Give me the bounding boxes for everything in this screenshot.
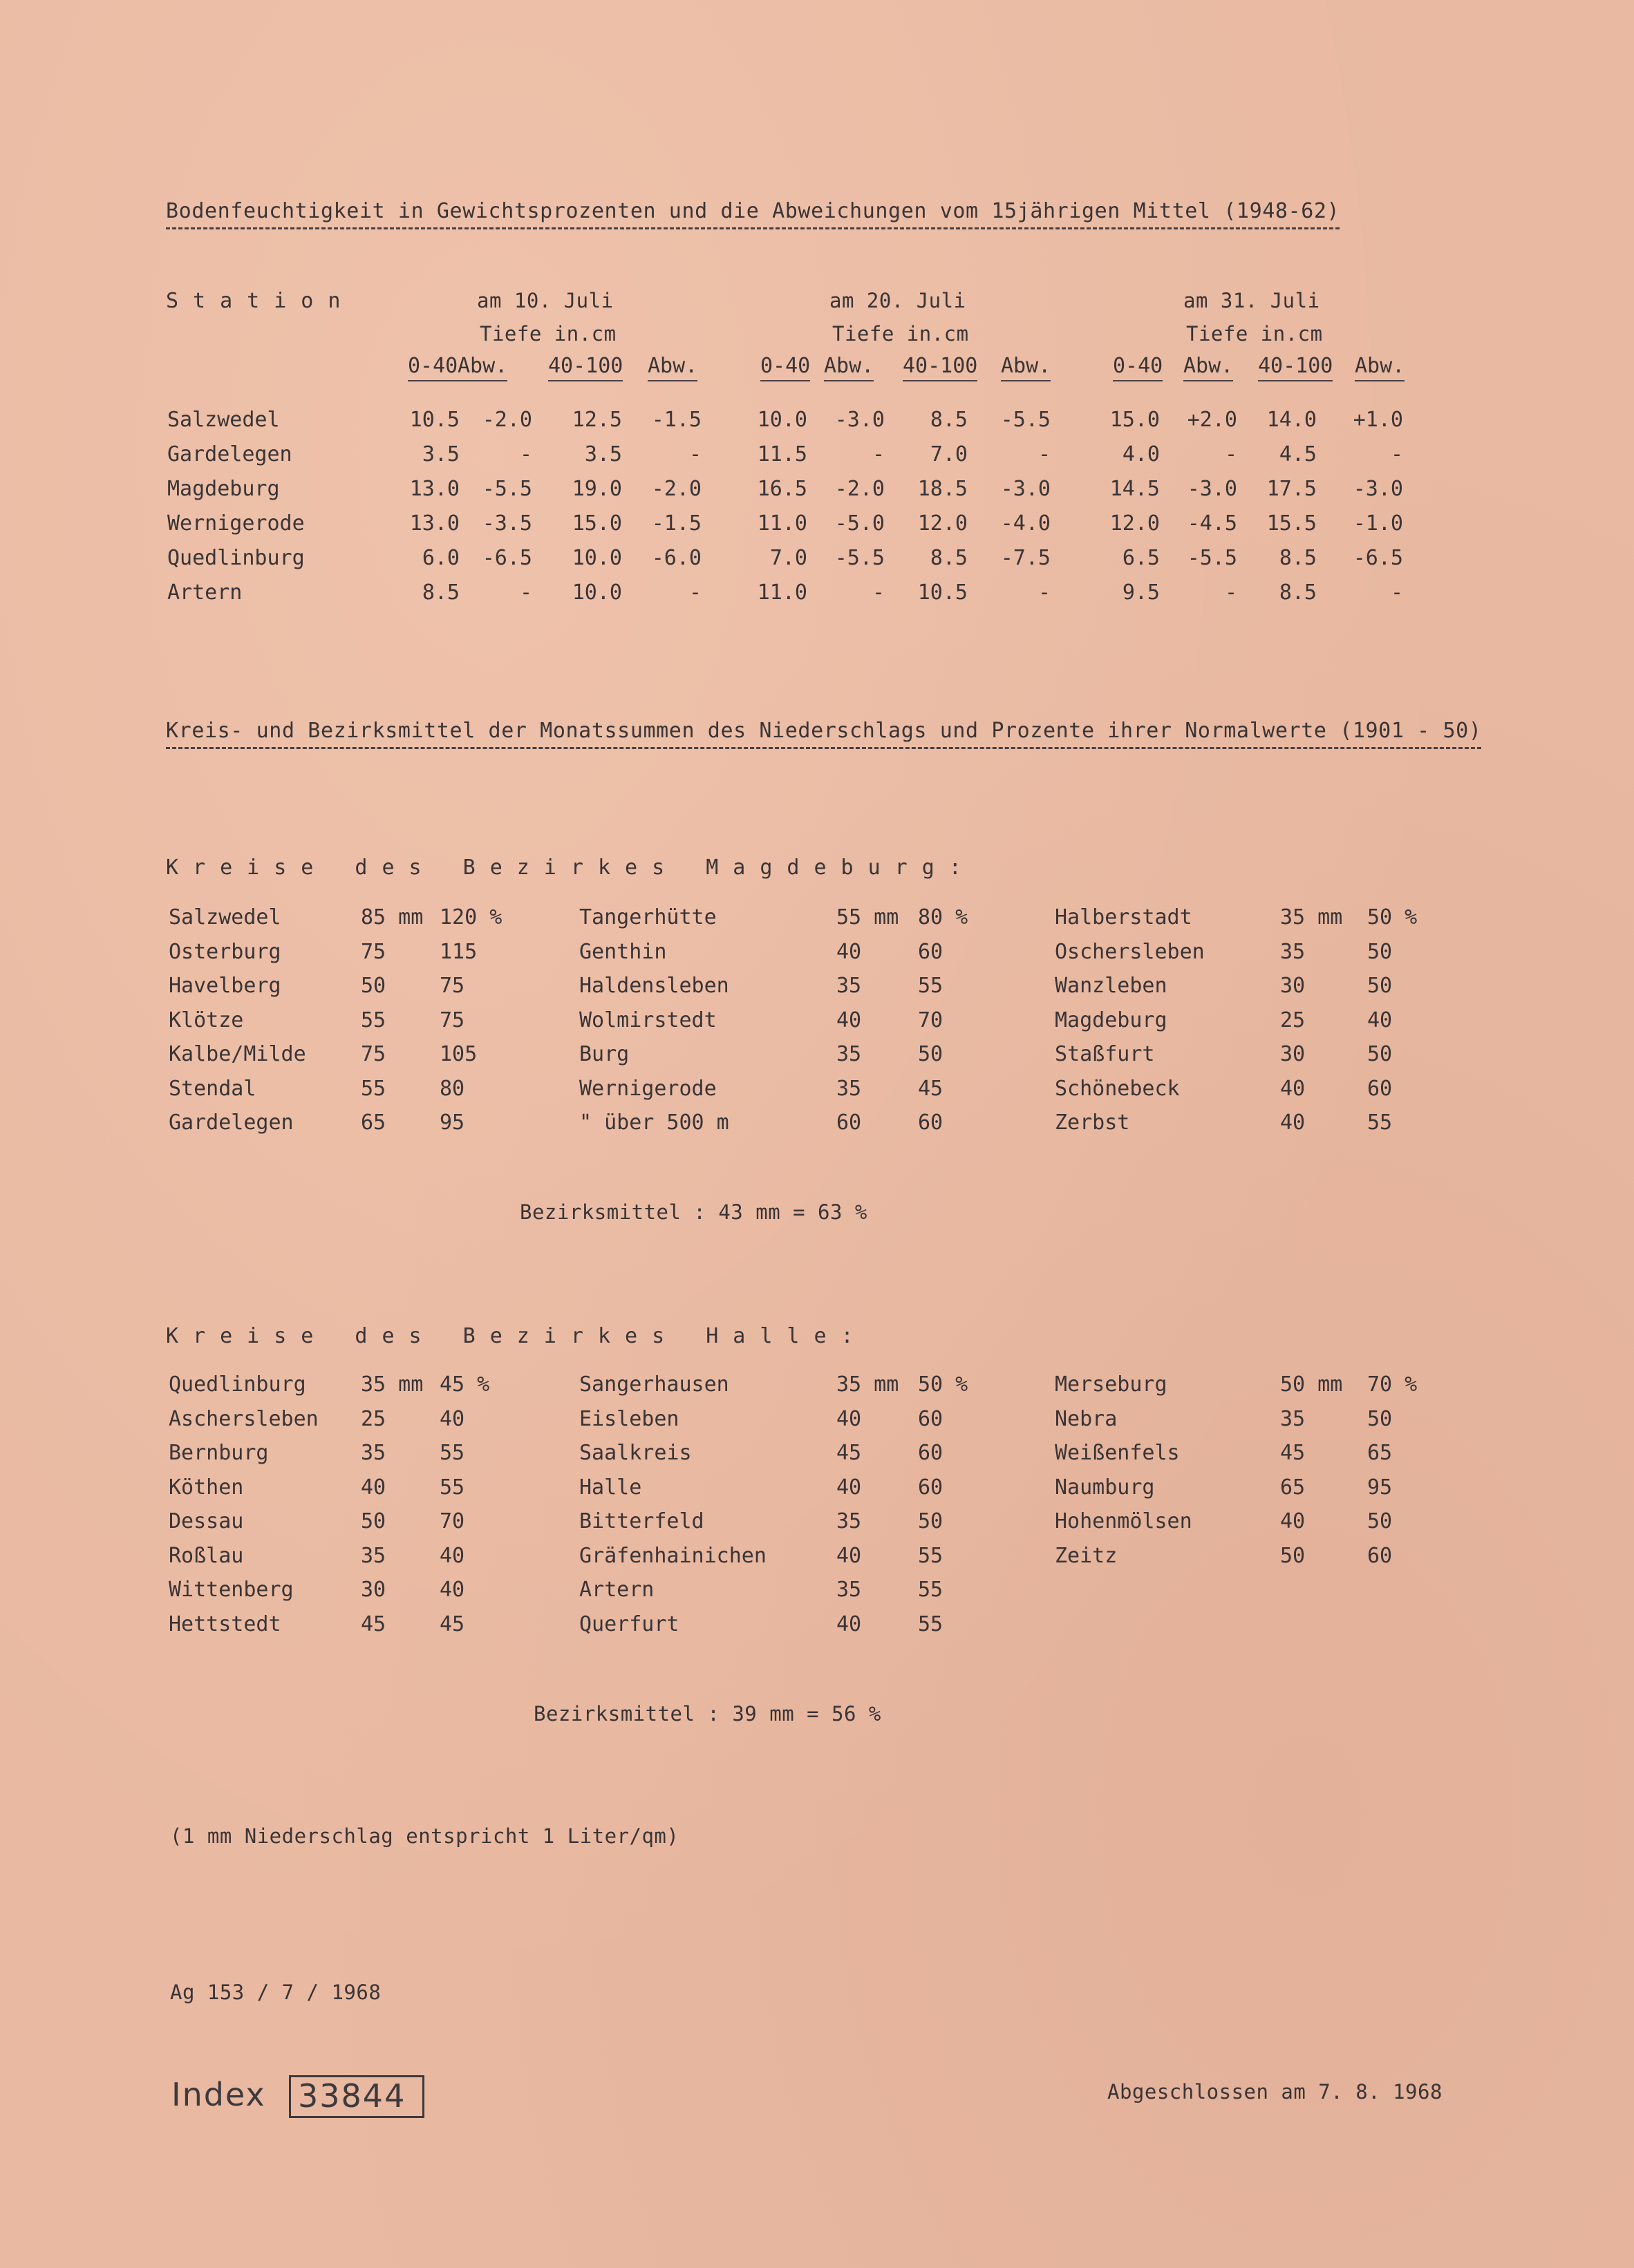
kreis-percent: 120 % bbox=[440, 905, 503, 929]
kreis-percent: 50 bbox=[1367, 1406, 1393, 1431]
soil-value: 10.5 bbox=[917, 580, 968, 605]
soil-value: - bbox=[1224, 580, 1237, 605]
soil-value: 17.5 bbox=[1266, 477, 1317, 501]
soil-value: -5.5 bbox=[1000, 408, 1051, 432]
kreis-mm: 35 mm bbox=[361, 1372, 424, 1397]
kreis-name: Köthen bbox=[169, 1475, 244, 1500]
kreis-mm: 40 bbox=[836, 1406, 862, 1431]
kreis-percent: 55 bbox=[440, 1475, 465, 1500]
kreis-name: Wernigerode bbox=[579, 1076, 717, 1101]
soil-value: 6.5 bbox=[1122, 546, 1160, 570]
soil-subheader: Abw. bbox=[1355, 354, 1405, 381]
kreis-percent: 65 bbox=[1367, 1441, 1393, 1465]
kreis-name: Klötze bbox=[169, 1008, 244, 1032]
kreis-percent: 80 % bbox=[918, 905, 968, 929]
kreis-name: Halberstadt bbox=[1055, 905, 1192, 929]
soil-value: 3.5 bbox=[422, 442, 460, 466]
kreis-name: Wolmirstedt bbox=[579, 1008, 717, 1032]
soil-subheader: Abw. bbox=[458, 354, 507, 381]
kreis-name: Osterburg bbox=[169, 939, 281, 964]
kreis-percent: 50 % bbox=[1367, 905, 1418, 929]
kreis-mm: 85 mm bbox=[361, 905, 424, 929]
kreis-name: Zerbst bbox=[1055, 1111, 1130, 1135]
soil-subheader: Abw. bbox=[648, 354, 697, 381]
kreis-percent: 40 bbox=[440, 1543, 465, 1568]
kreis-name: Querfurt bbox=[579, 1612, 679, 1636]
kreis-mm: 55 bbox=[361, 1076, 386, 1101]
kreis-mm: 35 mm bbox=[836, 1372, 899, 1397]
soil-value: -7.5 bbox=[1000, 546, 1051, 570]
soil-value: -1.5 bbox=[651, 511, 702, 536]
soil-value: - bbox=[1390, 442, 1403, 466]
soil-subheader: 40-100 bbox=[903, 354, 977, 381]
soil-value: - bbox=[872, 442, 885, 466]
soil-value: 19.0 bbox=[572, 477, 622, 501]
kreis-percent: 50 bbox=[1367, 939, 1393, 964]
kreis-name: Sangerhausen bbox=[579, 1372, 729, 1397]
reference-number: Ag 153 / 7 / 1968 bbox=[170, 1981, 382, 2004]
kreis-name: Wittenberg bbox=[169, 1578, 294, 1602]
kreis-percent: 45 bbox=[440, 1612, 465, 1636]
soil-value: 12.5 bbox=[572, 408, 622, 432]
kreis-name: Saalkreis bbox=[579, 1441, 692, 1465]
kreis-name: " über 500 m bbox=[579, 1111, 729, 1135]
soil-value: 4.0 bbox=[1122, 442, 1160, 466]
kreis-mm: 45 bbox=[836, 1441, 862, 1465]
kreis-name: Artern bbox=[579, 1578, 655, 1602]
kreis-percent: 50 bbox=[1367, 974, 1393, 998]
kreis-percent: 60 bbox=[918, 1475, 943, 1500]
kreis-name: Wanzleben bbox=[1055, 974, 1167, 998]
soil-subheaders bbox=[0, 354, 1634, 381]
soil-value: -4.5 bbox=[1187, 511, 1237, 536]
soil-table-body bbox=[0, 408, 1634, 615]
soil-value: 18.5 bbox=[917, 477, 968, 501]
soil-value: 7.0 bbox=[769, 546, 807, 570]
soil-value: -3.0 bbox=[1353, 477, 1403, 501]
kreis-mm: 30 bbox=[361, 1578, 386, 1602]
kreis-name: Havelberg bbox=[169, 974, 281, 998]
date-header-31-juli: am 31. Juli bbox=[1183, 289, 1320, 312]
kreis-name: Genthin bbox=[579, 939, 667, 964]
soil-subheader: Abw. bbox=[1183, 354, 1233, 381]
kreis-percent: 115 bbox=[440, 939, 478, 964]
kreis-name: Tangerhütte bbox=[579, 905, 717, 929]
kreis-percent: 50 bbox=[918, 1509, 943, 1533]
soil-value: 14.5 bbox=[1109, 477, 1160, 501]
kreis-name: Hohenmölsen bbox=[1055, 1509, 1192, 1533]
kreis-percent: 50 bbox=[1367, 1509, 1393, 1533]
magdeburg-heading: Kreise des Bezirkes Magdeburg: bbox=[166, 856, 976, 880]
kreis-percent: 40 bbox=[1367, 1008, 1393, 1032]
magdeburg-table bbox=[0, 905, 1634, 1154]
kreis-name: Halle bbox=[579, 1475, 642, 1500]
soil-value: -2.0 bbox=[482, 408, 532, 432]
kreis-mm: 35 bbox=[1280, 1406, 1306, 1431]
kreis-name: Merseburg bbox=[1055, 1372, 1167, 1397]
kreis-mm: 30 bbox=[1280, 974, 1306, 998]
kreis-percent: 70 bbox=[440, 1509, 465, 1533]
soil-value: 12.0 bbox=[917, 511, 968, 536]
kreis-mm: 30 bbox=[1280, 1042, 1306, 1066]
kreis-mm: 50 bbox=[361, 974, 386, 998]
soil-value: - bbox=[688, 442, 702, 466]
kreis-mm: 40 bbox=[836, 1543, 862, 1568]
date-header-10-juli: am 10. Juli bbox=[477, 289, 614, 312]
kreis-mm: 65 bbox=[361, 1111, 386, 1135]
kreis-name: Dessau bbox=[169, 1509, 244, 1533]
soil-value: 8.5 bbox=[1279, 546, 1317, 570]
station-name: Salzwedel bbox=[167, 408, 280, 432]
soil-value: 8.5 bbox=[930, 408, 968, 432]
soil-value: -6.0 bbox=[651, 546, 702, 570]
kreis-name: Haldensleben bbox=[579, 974, 729, 998]
soil-value: -2.0 bbox=[834, 477, 885, 501]
kreis-mm: 40 bbox=[361, 1475, 386, 1500]
soil-subheader: 0-40 bbox=[1113, 354, 1163, 381]
kreis-mm: 35 mm bbox=[1280, 905, 1343, 929]
soil-value: 15.0 bbox=[1109, 408, 1160, 432]
kreis-mm: 40 bbox=[1280, 1509, 1306, 1533]
soil-value: - bbox=[872, 580, 885, 605]
kreis-percent: 55 bbox=[918, 974, 943, 998]
station-name: Magdeburg bbox=[167, 477, 280, 501]
kreis-percent: 105 bbox=[440, 1042, 478, 1066]
kreis-mm: 35 bbox=[836, 1578, 862, 1602]
closed-date: Abgeschlossen am 7. 8. 1968 bbox=[1107, 2080, 1443, 2104]
soil-value: 10.0 bbox=[572, 546, 622, 570]
kreis-mm: 50 mm bbox=[1280, 1372, 1343, 1397]
soil-value: -2.0 bbox=[651, 477, 702, 501]
halle-bezirksmittel: Bezirksmittel : 39 mm = 56 % bbox=[534, 1702, 881, 1726]
soil-value: +2.0 bbox=[1187, 408, 1237, 432]
kreis-percent: 40 bbox=[440, 1578, 465, 1602]
kreis-percent: 55 bbox=[918, 1612, 943, 1636]
kreis-mm: 25 bbox=[1280, 1008, 1306, 1032]
soil-value: - bbox=[519, 442, 532, 466]
soil-subheader: 0-40 bbox=[760, 354, 810, 381]
soil-value: 10.0 bbox=[572, 580, 622, 605]
soil-value: 16.5 bbox=[757, 477, 807, 501]
kreis-percent: 50 % bbox=[918, 1372, 968, 1397]
kreis-mm: 35 bbox=[1280, 939, 1306, 964]
index-number: 33844 bbox=[298, 2077, 406, 2115]
soil-value: 6.0 bbox=[422, 546, 460, 570]
soil-value: -1.0 bbox=[1353, 511, 1403, 536]
soil-value: 12.0 bbox=[1109, 511, 1160, 536]
kreis-mm: 40 bbox=[836, 1008, 862, 1032]
kreis-percent: 60 bbox=[918, 1441, 943, 1465]
soil-value: 10.5 bbox=[409, 408, 460, 432]
precipitation-title: Kreis- und Bezirksmittel der Monatssummen des Niederschlags und Prozente ihrer Normalwerte (1901 - 50) bbox=[166, 719, 1481, 749]
kreis-percent: 40 bbox=[440, 1406, 465, 1431]
kreis-percent: 60 bbox=[918, 1406, 943, 1431]
kreis-mm: 35 bbox=[361, 1441, 386, 1465]
kreis-mm: 75 bbox=[361, 1042, 386, 1066]
kreis-name: Burg bbox=[579, 1042, 630, 1066]
kreis-name: Gräfenhainichen bbox=[579, 1543, 767, 1568]
kreis-percent: 70 bbox=[918, 1008, 943, 1032]
soil-value: 3.5 bbox=[584, 442, 622, 466]
soil-value: 9.5 bbox=[1122, 580, 1160, 605]
kreis-mm: 55 mm bbox=[836, 905, 899, 929]
kreis-name: Gardelegen bbox=[169, 1111, 294, 1135]
kreis-percent: 75 bbox=[440, 974, 465, 998]
kreis-percent: 55 bbox=[918, 1578, 943, 1602]
station-name: Quedlinburg bbox=[167, 546, 305, 570]
kreis-name: Bernburg bbox=[169, 1441, 269, 1465]
station-header: Station bbox=[166, 289, 355, 313]
soil-value: -5.5 bbox=[834, 546, 885, 570]
soil-value: - bbox=[1390, 580, 1403, 605]
soil-value: - bbox=[1224, 442, 1237, 466]
kreis-percent: 55 bbox=[918, 1543, 943, 1568]
kreis-name: Weißenfels bbox=[1055, 1441, 1180, 1465]
soil-subheader: 40-100 bbox=[548, 354, 623, 381]
kreis-name: Magdeburg bbox=[1055, 1008, 1167, 1032]
soil-value: 11.5 bbox=[757, 442, 807, 466]
kreis-name: Roßlau bbox=[169, 1543, 244, 1568]
kreis-percent: 60 bbox=[918, 1111, 943, 1135]
kreis-name: Naumburg bbox=[1055, 1475, 1155, 1500]
soil-value: 7.0 bbox=[930, 442, 968, 466]
soil-value: - bbox=[1037, 442, 1051, 466]
station-name: Wernigerode bbox=[167, 511, 305, 536]
kreis-mm: 35 bbox=[836, 1076, 862, 1101]
tiefe-header-2: Tiefe in.cm bbox=[832, 322, 969, 346]
soil-value: -6.5 bbox=[1353, 546, 1403, 570]
kreis-percent: 45 % bbox=[440, 1372, 490, 1397]
kreis-mm: 40 bbox=[836, 939, 862, 964]
soil-value: 13.0 bbox=[409, 511, 460, 536]
kreis-name: Salzwedel bbox=[169, 905, 281, 929]
soil-value: +1.0 bbox=[1353, 408, 1403, 432]
kreis-name: Aschersleben bbox=[169, 1406, 319, 1431]
soil-value: 15.0 bbox=[572, 511, 622, 536]
kreis-name: Stendal bbox=[169, 1076, 256, 1101]
kreis-percent: 75 bbox=[440, 1008, 465, 1032]
soil-value: 14.0 bbox=[1266, 408, 1317, 432]
soil-value: 15.5 bbox=[1266, 511, 1317, 536]
kreis-mm: 45 bbox=[1280, 1441, 1306, 1465]
kreis-mm: 40 bbox=[1280, 1076, 1306, 1101]
soil-moisture-title: Bodenfeuchtigkeit in Gewichtsprozenten und die Abweichungen vom 15jährigen Mittel (1948-62) bbox=[166, 199, 1340, 229]
kreis-mm: 35 bbox=[836, 974, 862, 998]
kreis-percent: 50 bbox=[918, 1042, 943, 1066]
halle-table bbox=[0, 1372, 1634, 1656]
soil-value: 13.0 bbox=[409, 477, 460, 501]
station-name: Gardelegen bbox=[167, 442, 292, 466]
soil-value: 10.0 bbox=[757, 408, 807, 432]
halle-heading: Kreise des Bezirkes Halle: bbox=[166, 1324, 868, 1348]
kreis-name: Oschersleben bbox=[1055, 939, 1205, 964]
soil-value: -5.5 bbox=[482, 477, 532, 501]
kreis-name: Quedlinburg bbox=[169, 1372, 306, 1397]
kreis-percent: 45 bbox=[918, 1076, 943, 1101]
kreis-percent: 60 bbox=[1367, 1076, 1393, 1101]
kreis-mm: 50 bbox=[361, 1509, 386, 1533]
soil-value: -3.5 bbox=[482, 511, 532, 536]
kreis-mm: 60 bbox=[836, 1111, 862, 1135]
index-stamp-box bbox=[289, 2075, 424, 2118]
footnote: (1 mm Niederschlag entspricht 1 Liter/qm) bbox=[170, 1824, 679, 1848]
soil-value: - bbox=[688, 580, 702, 605]
soil-value: 8.5 bbox=[930, 546, 968, 570]
kreis-mm: 40 bbox=[836, 1475, 862, 1500]
station-name: Artern bbox=[167, 580, 243, 605]
kreis-percent: 55 bbox=[440, 1441, 465, 1465]
soil-value: 8.5 bbox=[1279, 580, 1317, 605]
kreis-percent: 80 bbox=[440, 1076, 465, 1101]
magdeburg-bezirksmittel: Bezirksmittel : 43 mm = 63 % bbox=[520, 1200, 867, 1224]
soil-subheader: Abw. bbox=[824, 354, 874, 381]
kreis-name: Hettstedt bbox=[169, 1612, 281, 1636]
soil-value: -3.0 bbox=[1187, 477, 1237, 501]
soil-value: 8.5 bbox=[422, 580, 460, 605]
kreis-percent: 95 bbox=[440, 1111, 465, 1135]
tiefe-header-3: Tiefe in.cm bbox=[1186, 322, 1323, 346]
kreis-name: Staßfurt bbox=[1055, 1042, 1155, 1066]
kreis-name: Eisleben bbox=[579, 1406, 679, 1431]
kreis-percent: 70 % bbox=[1367, 1372, 1418, 1397]
soil-subheader: Abw. bbox=[1001, 354, 1051, 381]
tiefe-header-1: Tiefe in.cm bbox=[480, 322, 617, 346]
kreis-mm: 75 bbox=[361, 939, 386, 964]
kreis-percent: 95 bbox=[1367, 1475, 1393, 1500]
soil-value: -3.0 bbox=[834, 408, 885, 432]
kreis-mm: 40 bbox=[1280, 1111, 1306, 1135]
kreis-mm: 55 bbox=[361, 1008, 386, 1032]
kreis-name: Kalbe/Milde bbox=[169, 1042, 306, 1066]
soil-value: -1.5 bbox=[651, 408, 702, 432]
kreis-mm: 50 bbox=[1280, 1543, 1306, 1568]
soil-value: 4.5 bbox=[1279, 442, 1317, 466]
soil-value: - bbox=[519, 580, 532, 605]
soil-subheader: 0-40 bbox=[408, 354, 458, 381]
kreis-mm: 35 bbox=[836, 1042, 862, 1066]
kreis-name: Nebra bbox=[1055, 1406, 1118, 1431]
soil-value: -6.5 bbox=[482, 546, 532, 570]
kreis-mm: 40 bbox=[836, 1612, 862, 1636]
kreis-mm: 45 bbox=[361, 1612, 386, 1636]
soil-value: -5.0 bbox=[834, 511, 885, 536]
kreis-mm: 65 bbox=[1280, 1475, 1306, 1500]
kreis-mm: 25 bbox=[361, 1406, 386, 1431]
kreis-mm: 35 bbox=[836, 1509, 862, 1533]
kreis-name: Schönebeck bbox=[1055, 1076, 1180, 1101]
kreis-percent: 60 bbox=[1367, 1543, 1393, 1568]
soil-value: -3.0 bbox=[1000, 477, 1051, 501]
soil-value: - bbox=[1037, 580, 1051, 605]
index-label: Index bbox=[171, 2076, 266, 2113]
kreis-percent: 50 bbox=[1367, 1042, 1393, 1066]
soil-value: -5.5 bbox=[1187, 546, 1237, 570]
kreis-name: Bitterfeld bbox=[579, 1509, 704, 1533]
kreis-name: Zeitz bbox=[1055, 1543, 1118, 1568]
kreis-percent: 60 bbox=[918, 939, 943, 964]
soil-subheader: 40-100 bbox=[1258, 354, 1333, 381]
kreis-mm: 35 bbox=[361, 1543, 386, 1568]
date-header-20-juli: am 20. Juli bbox=[829, 289, 966, 312]
kreis-percent: 55 bbox=[1367, 1111, 1393, 1135]
soil-value: 11.0 bbox=[757, 511, 807, 536]
soil-value: 11.0 bbox=[757, 580, 807, 605]
soil-value: -4.0 bbox=[1000, 511, 1051, 536]
